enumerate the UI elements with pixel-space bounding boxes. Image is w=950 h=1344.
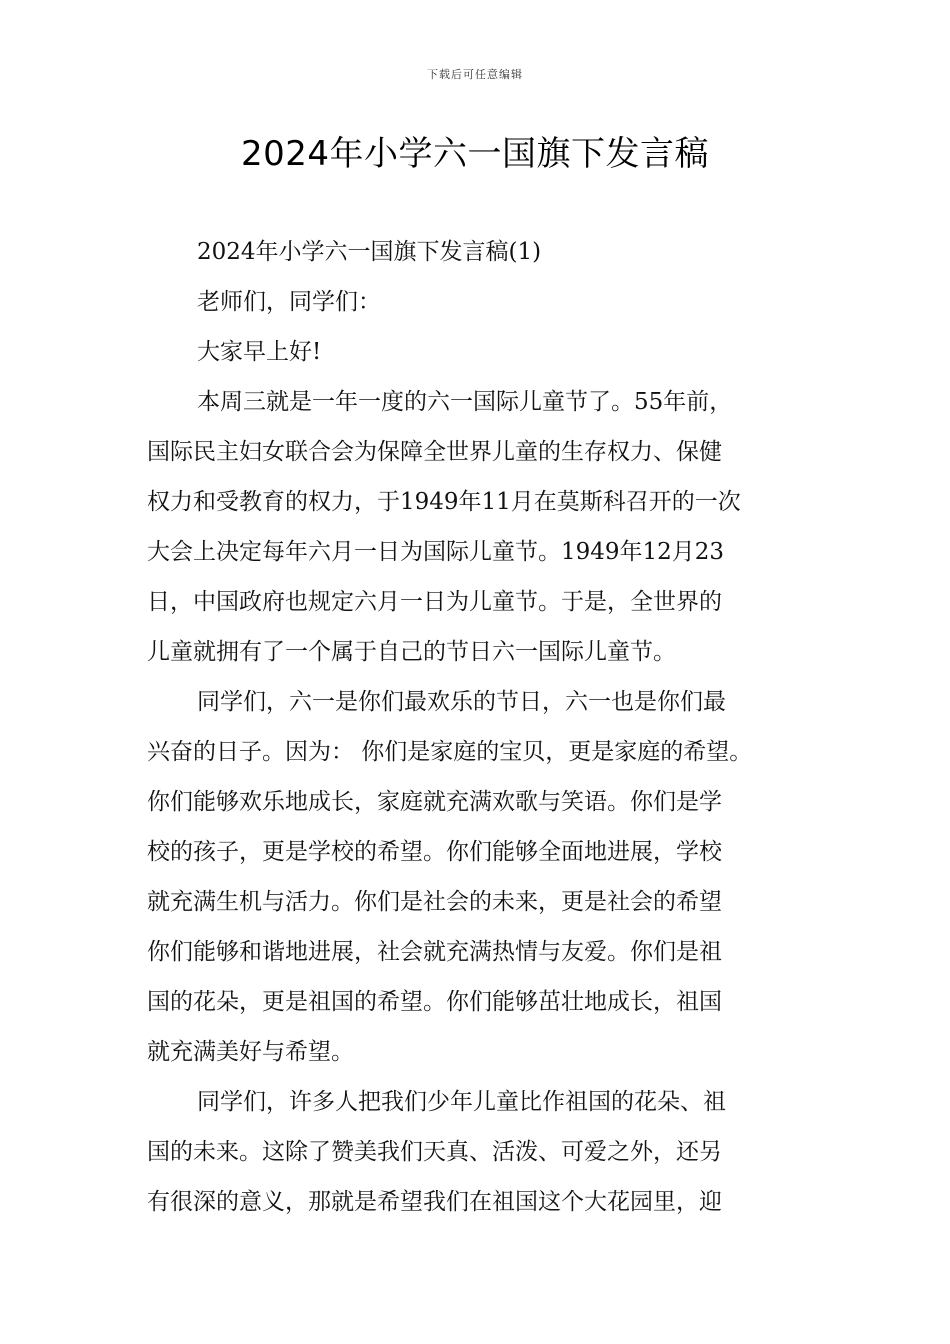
text-line: 就充满美好与希望。: [147, 1039, 354, 1065]
text-line: 国的未来。这除了赞美我们天真、活泼、可爱之外，还另: [147, 1139, 722, 1165]
text-line: 同学们，许多人把我们少年儿童比作祖国的花朵、祖: [197, 1089, 726, 1115]
text-line: 大家早上好!: [197, 339, 322, 365]
text-line: 儿童就拥有了一个属于自己的节日六一国际儿童节。: [147, 639, 676, 665]
text-line: 国的花朵，更是祖国的希望。你们能够茁壮地成长，祖国: [147, 989, 722, 1015]
text-line: 权力和受教育的权力，于1949年11月在莫斯科召开的一次: [147, 489, 741, 515]
text-line: 大会上决定每年六月一日为国际儿童节。1949年12月23: [147, 539, 725, 565]
document-title: 2024年小学六一国旗下发言稿: [240, 134, 710, 174]
text-line: 老师们，同学们：: [197, 289, 381, 315]
text-line: 校的孩子，更是学校的希望。你们能够全面地进展，学校: [147, 839, 722, 865]
document-body: [147, 227, 807, 1227]
text-line: 就充满生机与活力。你们是社会的未来，更是社会的希望: [147, 889, 722, 915]
header-note: 下载后可任意编辑: [427, 68, 523, 81]
text-line: 同学们，六一是你们最欢乐的节日，六一也是你们最: [197, 689, 726, 715]
text-line: 兴奋的日子。因为： 你们是家庭的宝贝，更是家庭的希望。: [147, 739, 753, 765]
text-line: 国际民主妇女联合会为保障全世界儿童的生存权力、保健: [147, 439, 722, 465]
text-line: 你们能够欢乐地成长，家庭就充满欢歌与笑语。你们是学: [147, 789, 722, 815]
text-line: 有很深的意义，那就是希望我们在祖国这个大花园里，迎: [147, 1189, 722, 1215]
text-line: 你们能够和谐地进展，社会就充满热情与友爱。你们是祖: [147, 939, 722, 965]
text-line: 2024年小学六一国旗下发言稿(1): [197, 239, 542, 265]
text-line: 本周三就是一年一度的六一国际儿童节了。55年前，: [197, 389, 733, 415]
text-line: 日，中国政府也规定六月一日为儿童节。于是，全世界的: [147, 589, 722, 615]
